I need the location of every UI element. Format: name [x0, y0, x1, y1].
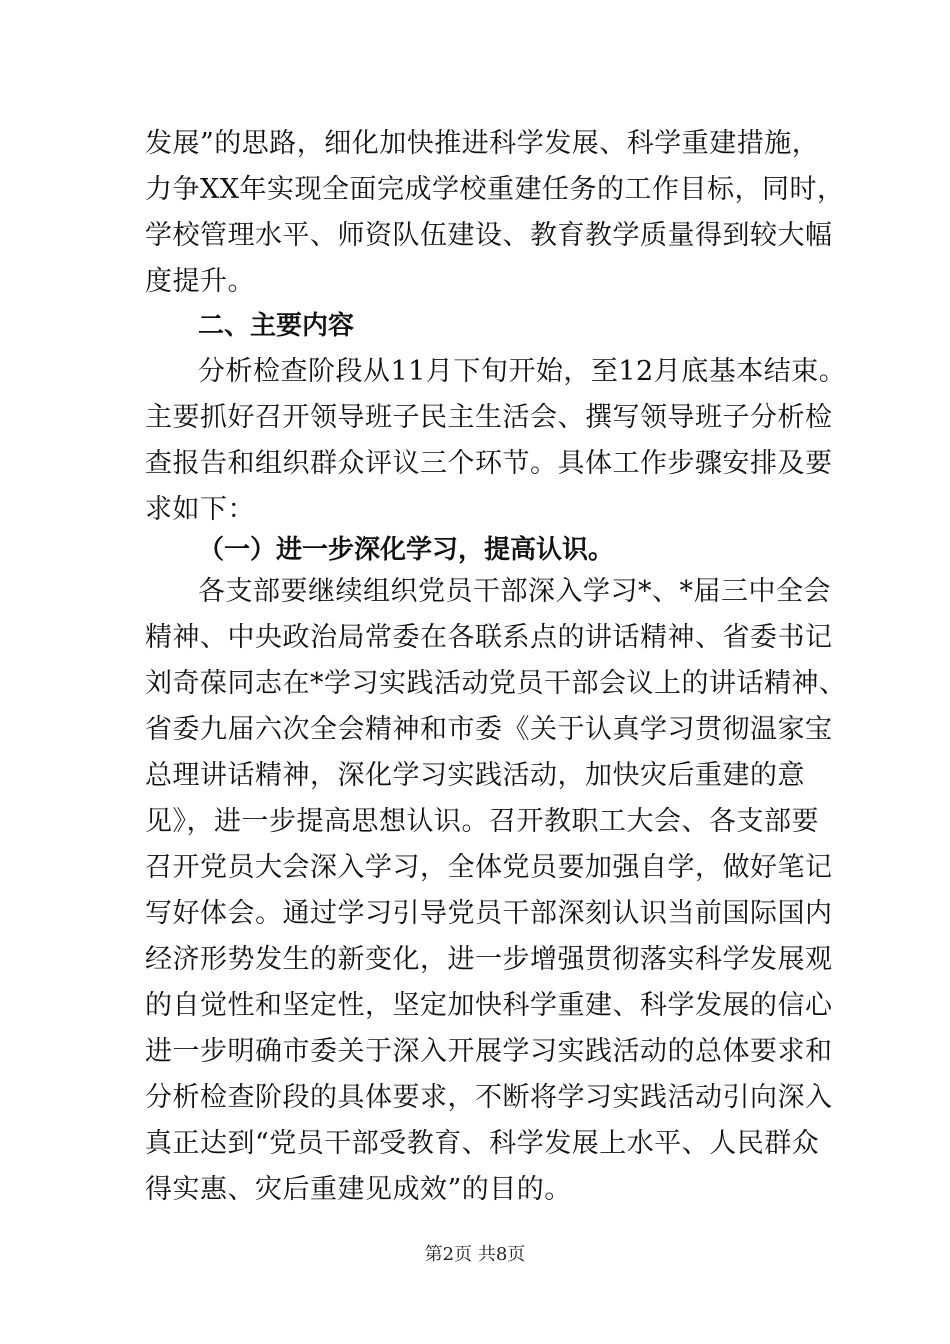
paragraph-line: 总理讲话精神，深化学习实践活动，加快灾后重建的意	[145, 760, 805, 791]
paragraph-line: 发展”的思路，细化加快推进科学发展、科学重建措施，	[145, 128, 820, 159]
paragraph-line: 写好体会。通过学习引导党员干部深刻认识当前国际国内	[145, 898, 833, 929]
paragraph-line: 刘奇葆同志在*学习实践活动党员干部会议上的讲话精神、	[145, 668, 847, 699]
paragraph-line: 学校管理水平、师资队伍建设、教育教学质量得到较大幅	[145, 220, 833, 251]
paragraph-line: 主要抓好召开领导班子民主生活会、撰写领导班子分析检	[145, 402, 833, 433]
paragraph-line: 查报告和组织群众评议三个环节。具体工作步骤安排及要	[145, 448, 833, 479]
paragraph-line: 进一步明确市委关于深入开展学习实践活动的总体要求和	[145, 1036, 833, 1067]
paragraph-line: 真正达到“党员干部受教育、科学发展上水平、人民群众	[145, 1128, 820, 1159]
paragraph-line: 见》，进一步提高思想认识。召开教职工大会、各支部要	[145, 806, 819, 837]
paragraph-line: 分析检查阶段的具体要求，不断将学习实践活动引向深入	[145, 1082, 833, 1113]
paragraph-line: 召开党员大会深入学习，全体党员要加强自学，做好笔记	[145, 852, 833, 883]
paragraph-line: 度提升。	[145, 266, 255, 297]
page-footer: 第2页 共8页	[424, 1244, 526, 1265]
subsection-heading: （一）进一步深化学习，提高认识。	[198, 535, 615, 565]
paragraph-line: 得实惠、灾后重建见成效”的目的。	[145, 1174, 572, 1205]
paragraph-line: 各支部要继续组织党员干部深入学习*、*届三中全会	[198, 576, 831, 607]
paragraph-line: 分析检查阶段从11月下旬开始，至12月底基本结束。	[198, 356, 847, 387]
paragraph-line: 经济形势发生的新变化，进一步增强贯彻落实科学发展观	[145, 944, 833, 975]
section-heading: 二、主要内容	[198, 311, 355, 341]
paragraph-line: 精神、中央政治局常委在各联系点的讲话精神、省委书记	[145, 622, 833, 653]
paragraph-line: 力争XX年实现全面完成学校重建任务的工作目标，同时，	[145, 174, 845, 205]
paragraph-line: 求如下：	[145, 494, 255, 525]
paragraph-line: 省委九届六次全会精神和市委《关于认真学习贯彻温家宝	[145, 714, 833, 745]
paragraph-line: 的自觉性和坚定性，坚定加快科学重建、科学发展的信心	[145, 990, 833, 1021]
